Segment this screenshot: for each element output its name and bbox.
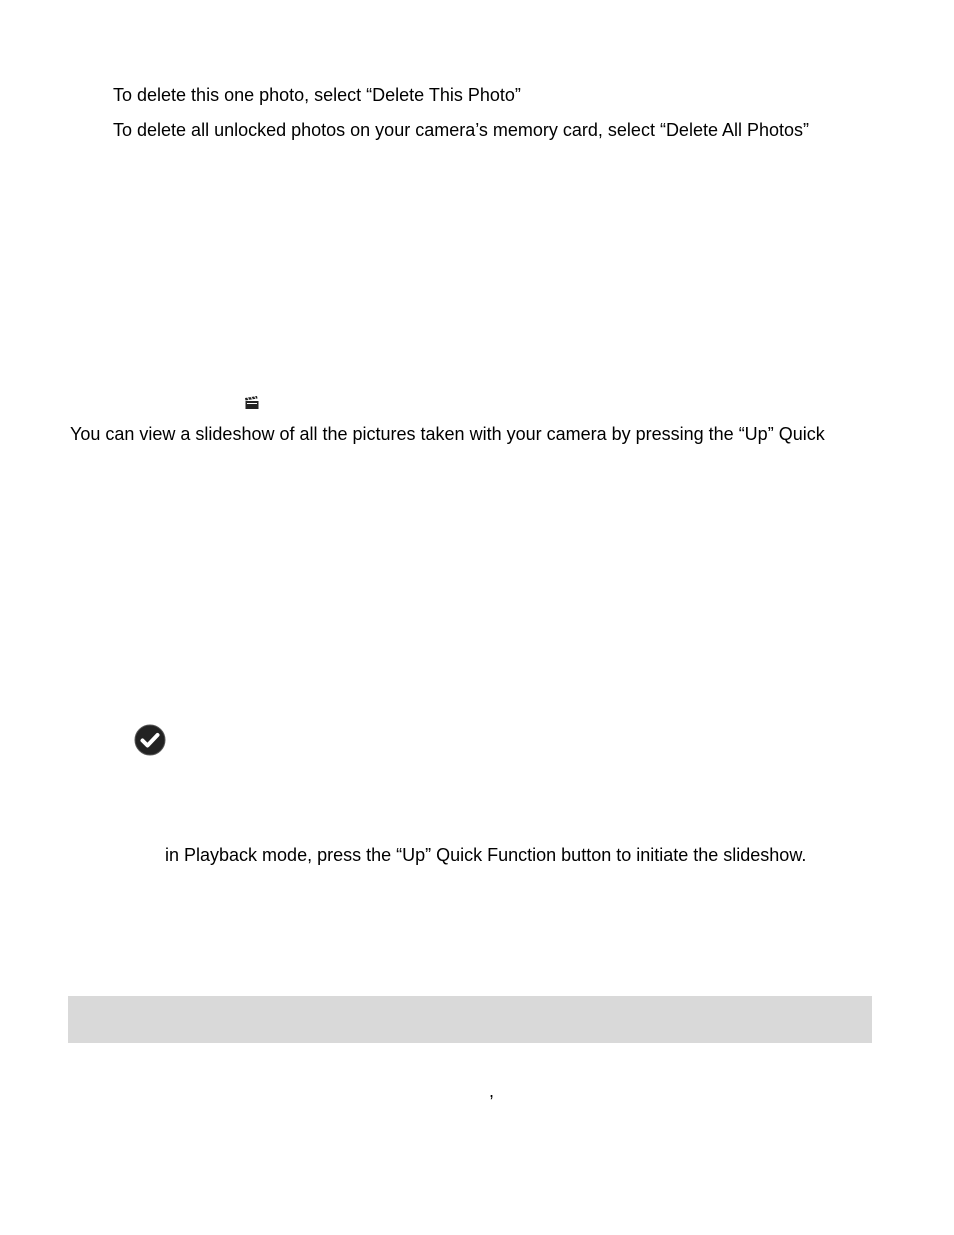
- slideshow-intro-text: You can view a slideshow of all the pictures taken with your camera by pressing the “Up” Quick: [70, 424, 825, 444]
- section-header-bar: [68, 996, 872, 1043]
- stray-mark: ,: [489, 1081, 495, 1101]
- checkmark-circle-icon: [134, 724, 166, 756]
- delete-all-instruction: To delete all unlocked photos on your camera’s memory card, select “Delete All Photos”: [113, 120, 810, 140]
- clapperboard-icon: [245, 396, 259, 409]
- delete-one-instruction: To delete this one photo, select “Delete This Photo”: [113, 85, 521, 105]
- playback-instruction: in Playback mode, press the “Up” Quick Function button to initiate the slideshow.: [165, 845, 807, 865]
